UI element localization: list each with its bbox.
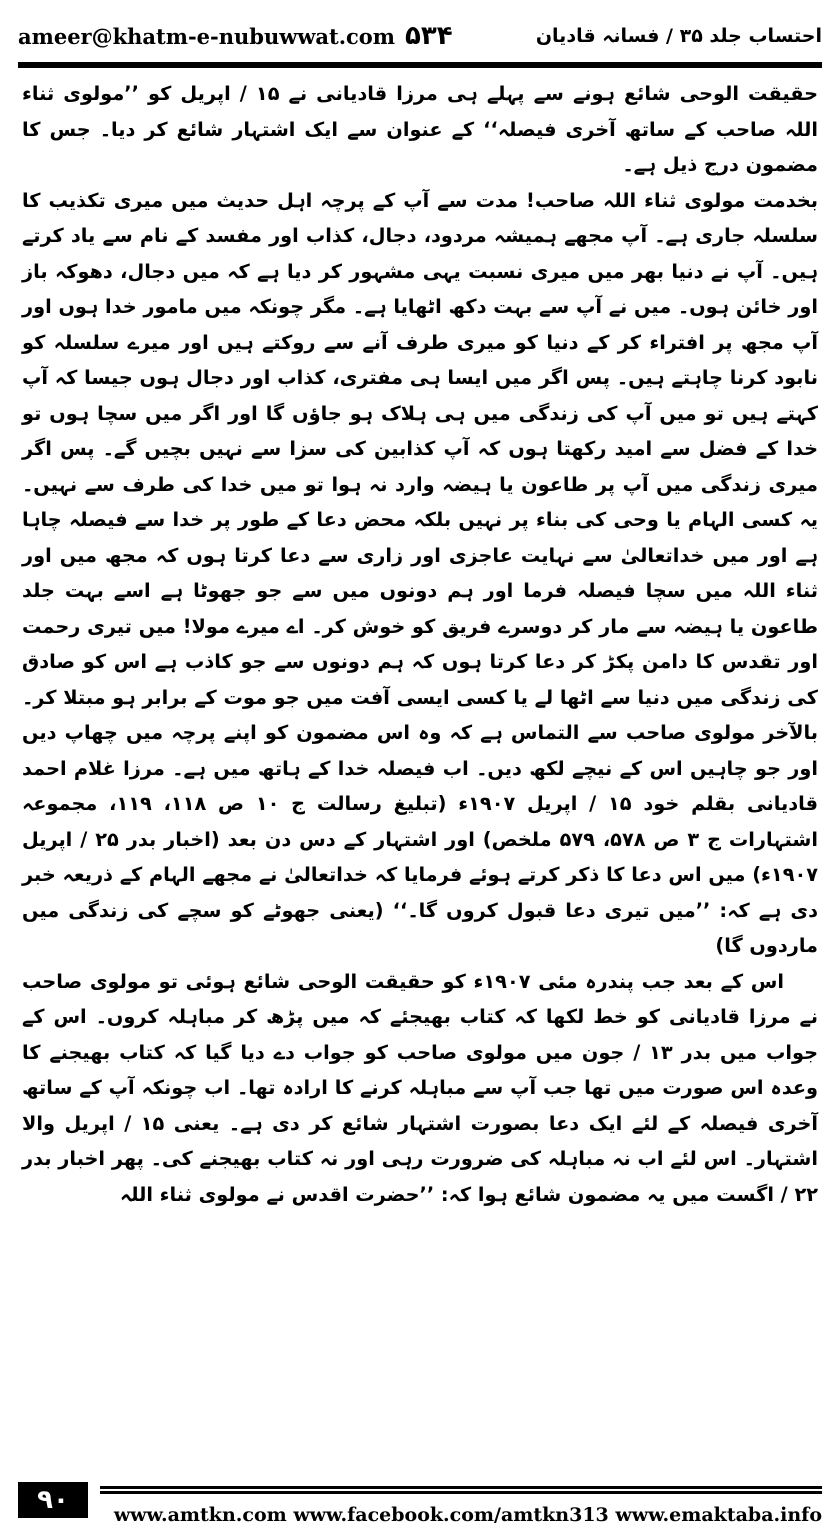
header-series-title: احتساب جلد ۳۵ / فسانہ قادیان [535, 25, 822, 47]
header-email[interactable]: ameer@khatm-e-nubuwwat.com [18, 23, 396, 49]
footer-rules [100, 1486, 822, 1496]
body-text [22, 76, 818, 1466]
paragraph-2: بخدمت مولوی ثناء اللہ صاحب! مدت سے آپ کے پرچہ اہل حدیث میں میری تکذیب کا سلسلہ جاری ہے۔ آپ مجھے ہمیشہ مردود، دجال، کذاب اور مفسد کے نام سے یاد کرتے ہیں۔ آپ نے دنیا بھر میں میری نسبت یہی مشہور کر دیا ہے کہ میں دجال، دھوکہ باز اور خائن ہوں۔ میں نے آپ سے بہت دکھ اٹھایا ہے۔ مگر چونکہ میں مامور خدا ہوں اور آپ مجھ پر افتراء کر کے دنیا کو میری طرف آنے سے روکتے ہیں اور میرے سلسلہ کو نابود کرنا چاہتے ہیں۔ پس اگر میں ایسا ہی مفتری، کذاب اور دجال ہوں جیسا کہ آپ کہتے ہیں تو میں آپ کی زندگی میں ہی ہلاک ہو جاؤں گا اور اگر میں سچا ہوں تو خدا کے فضل سے امید رکھتا ہوں کہ آپ کذابین کی سزا سے نہیں بچیں گے۔ پس اگر میری زندگی میں آپ پر طاعون یا ہیضہ وارد نہ ہوا تو میں خدا کی طرف سے نہیں۔ یہ کسی الہام یا وحی کی بناء پر نہیں بلکہ محض دعا کے طور پر خدا سے فیصلہ چاہا ہے اور میں خداتعالیٰ سے نہایت عاجزی اور زاری سے دعا کرتا ہوں کہ مجھ میں اور ثناء اللہ میں سچا فیصلہ فرما اور ہم دونوں میں سے جو جھوٹا ہے اسے بہت جلد طاعون یا ہیضہ سے مار کر دوسرے فریق کو خوش کر۔ اے میرے مولا! میں تیری رحمت اور تقدس کا دامن پکڑ کر دعا کرتا ہوں کہ ہم دونوں سے جو کاذب ہے اس کو صادق کی زندگی میں دنیا سے اٹھا لے یا کسی ایسی آفت میں جو موت کے برابر ہو مبتلا کر۔ بالآخر مولوی صاحب سے التماس ہے کہ وہ اس مضمون کو اپنے پرچہ میں چھاپ دیں اور جو چاہیں اس کے نیچے لکھ دیں۔ اب فیصلہ خدا کے ہاتھ میں ہے۔ مرزا غلام احمد قادیانی بقلم خود ۱۵ / اپریل ۱۹۰۷ء (تبلیغ رسالت ج ۱۰ ص ۱۱۸، ۱۱۹، مجموعہ اشتہارات ج ۳ ص ۵۷۸، ۵۷۹ ملخص) اور اشتہار کے دس دن بعد (اخبار بدر ۲۵ / اپریل ۱۹۰۷ء) میں اس دعا کا ذکر کرتے ہوئے فرمایا کہ خداتعالیٰ نے مجھے الہام کے ذریعہ خبر دی ہے کہ: ’’میں تیری دعا قبول کروں گا۔‘‘ (یعنی جھوٹے کو سچے کی زندگی میں ماردوں گا) [22, 188, 818, 957]
footer-rule [100, 1491, 822, 1494]
paragraph-1: حقیقت الوحی شائع ہونے سے پہلے ہی مرزا قادیانی نے ۱۵ / اپریل کو ’’مولوی ثناء اللہ صاحب کے ساتھ آخری فیصلہ‘‘ کے عنوان سے ایک اشتہار شائع کر دیا۔ جس کا مضمون درج ذیل ہے۔ [22, 82, 818, 176]
page-header [18, 14, 822, 58]
paragraph-3: اس کے بعد جب پندرہ مئی ۱۹۰۷ء کو حقیقت الوحی شائع ہوئی تو مولوی صاحب نے مرزا قادیانی کو خط لکھا کہ کتاب بھیجئے کہ میں پڑھ کر مباہلہ کروں۔ اس کے جواب میں بدر ۱۳ / جون میں مولوی صاحب کو جواب دے دیا گیا کہ کتاب بھیجنے کا وعدہ اس صورت میں تھا جب آپ سے مباہلہ کرنے کا ارادہ تھا۔ اب چونکہ آپ کے ساتھ آخری فیصلہ کے لئے ایک دعا بصورت اشتہار شائع کر دی ہے۔ یعنی ۱۵ / اپریل والا اشتہار۔ اس لئے اب نہ مباہلہ کی ضرورت رہی اور نہ کتاب بھیجنے کی۔ پھر اخبار بدر ۲۲ / اگست میں یہ مضمون شائع ہوا کہ: ’’حضرت اقدس نے مولوی ثناء اللہ [22, 969, 818, 1206]
header-left [18, 21, 453, 51]
header-rule [18, 62, 822, 68]
footer-page-number: ۹۰ [18, 1482, 88, 1518]
footer-rule [100, 1486, 822, 1489]
footer-links[interactable]: www.amtkn.com www.facebook.com/amtkn313 www.emaktaba.info [113, 1504, 822, 1526]
header-page-number: ۵۳۴ [405, 21, 453, 51]
